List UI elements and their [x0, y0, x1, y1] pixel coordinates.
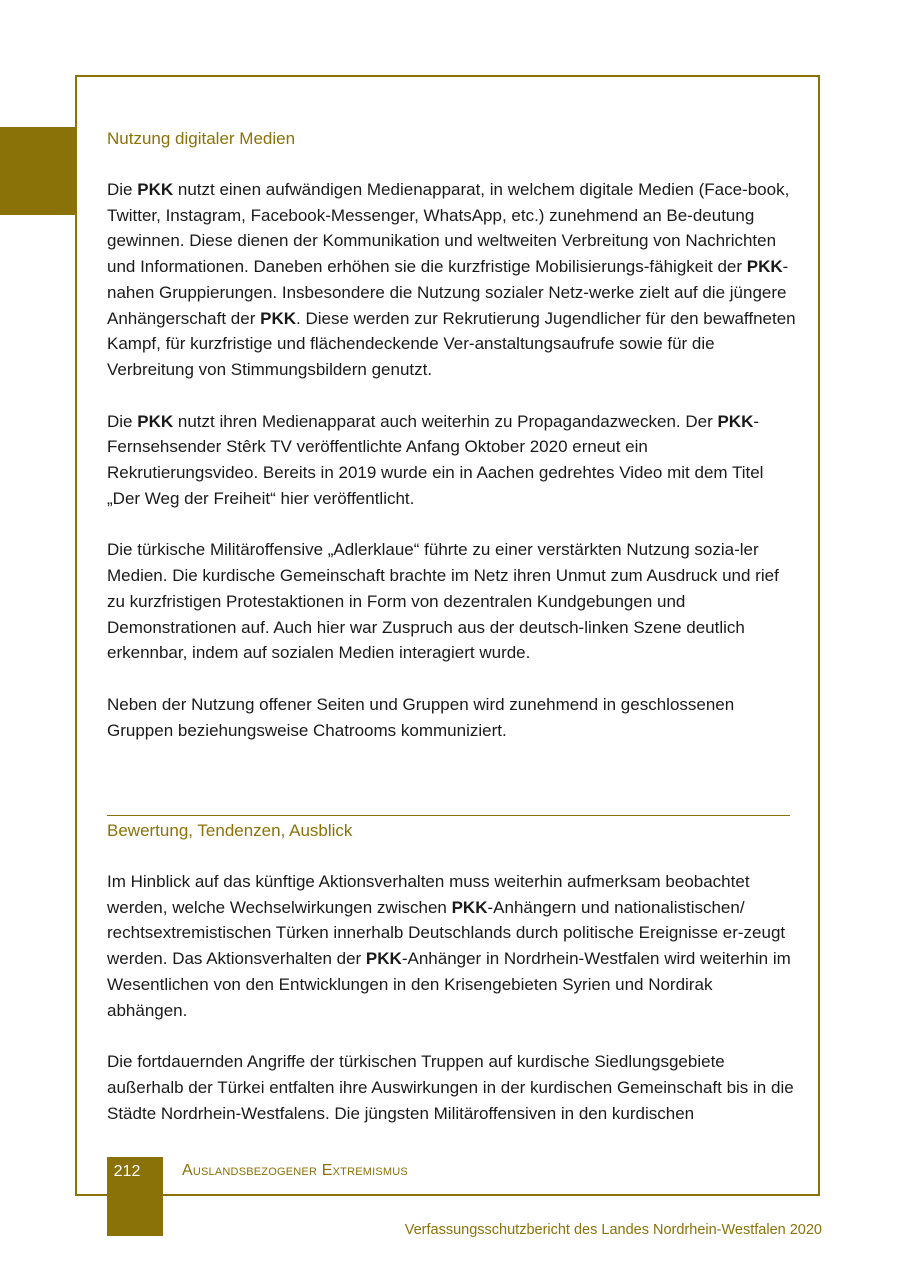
paragraph: Im Hinblick auf das künftige Aktionsverhalten muss weiterhin aufmerksam beobachtet werden, welche Wechselwirkungen zwischen PKK-Anhängern und nationalistischen/ rechtsextremistischen Türken innerhalb Deutschlands durch politische Ereignisse er-zeugt werden. Das Aktionsverhalten der PKK-Anhänger in Nordrhein-Westfalen wird weiterhin im Wesentlichen von den Entwicklungen in den Krisengebieten Syrien und Nordirak abhängen. — [107, 872, 791, 1020]
paragraph: Die PKK nutzt ihren Medienapparat auch weiterhin zu Propagandazwecken. Der PKK-Fernsehsender Stêrk TV veröffentlichte Anfang Oktober 2020 erneut ein Rekrutierungsvideo. Bereits in 2019 wurde ein in Aachen gedrehtes Video mit dem Titel „Der Weg der Freiheit“ hier veröffentlicht. — [107, 411, 764, 508]
paragraph: Die türkische Militäroffensive „Adlerklaue“ führte zu einer verstärkten Nutzung sozia-ler Medien. Die kurdische Gemeinschaft brachte im Netz ihren Unmut zum Ausdruck und rief zu kurzfristigen Protestaktionen in Form von dezentralen Kundgebungen und Demonstrationen auf. Auch hier war Zuspruch aus der deutsch-linken Szene deutlich erkennbar, indem auf sozialen Medien interagiert wurde. — [107, 540, 779, 663]
paragraph: Die fortdauernden Angriffe der türkischen Truppen auf kurdische Siedlungsgebiete außerhalb der Türkei entfalten ihre Auswirkungen in der kurdischen Gemeinschaft bis in die Städte Nordrhein-Westfalens. Die jüngsten Militäroffensiven in den kurdischen — [107, 1052, 794, 1123]
paragraph: Neben der Nutzung offener Seiten und Gruppen wird zunehmend in geschlossenen Gruppen beziehungsweise Chatrooms kommuniziert. — [107, 694, 735, 740]
chapter-side-tab — [0, 127, 77, 215]
section-assessment — [107, 818, 797, 1126]
page-number-box — [107, 1157, 163, 1236]
section-heading: Nutzung digitaler Medien — [107, 129, 296, 148]
section-heading: Bewertung, Tendenzen, Ausblick — [107, 821, 353, 840]
page-number: 212 — [113, 1163, 141, 1180]
document-footer: Verfassungsschutzbericht des Landes Nordrhein-Westfalen 2020 — [404, 1222, 822, 1238]
running-section-title: Auslandsbezogener Extremismus — [182, 1162, 408, 1179]
paragraph: Die PKK nutzt einen aufwändigen Medienapparat, in welchem digitale Medien (Face-book, Twitter, Instagram, Facebook-Messenger, WhatsApp, etc.) zunehmend an Be-deutung gewinnen. Diese dienen der Kommunikation und weltweiten Verbreitung von Nachrichten und Informationen. Daneben erhöhen sie die kurzfristige Mobilisierungs-fähigkeit der PKK-nahen Gruppierungen. Insbesondere die Nutzung sozialer Netz-werke zielt auf die jüngere Anhängerschaft der PKK. Diese werden zur Rekrutierung Jugendlicher für den bewaffneten Kampf, für kurzfristige und flächendeckende Ver-anstaltungsaufrufe sowie für die Verbreitung von Stimmungsbildern genutzt. — [107, 180, 796, 379]
section-divider — [107, 815, 790, 816]
section-digital-media — [107, 126, 797, 743]
